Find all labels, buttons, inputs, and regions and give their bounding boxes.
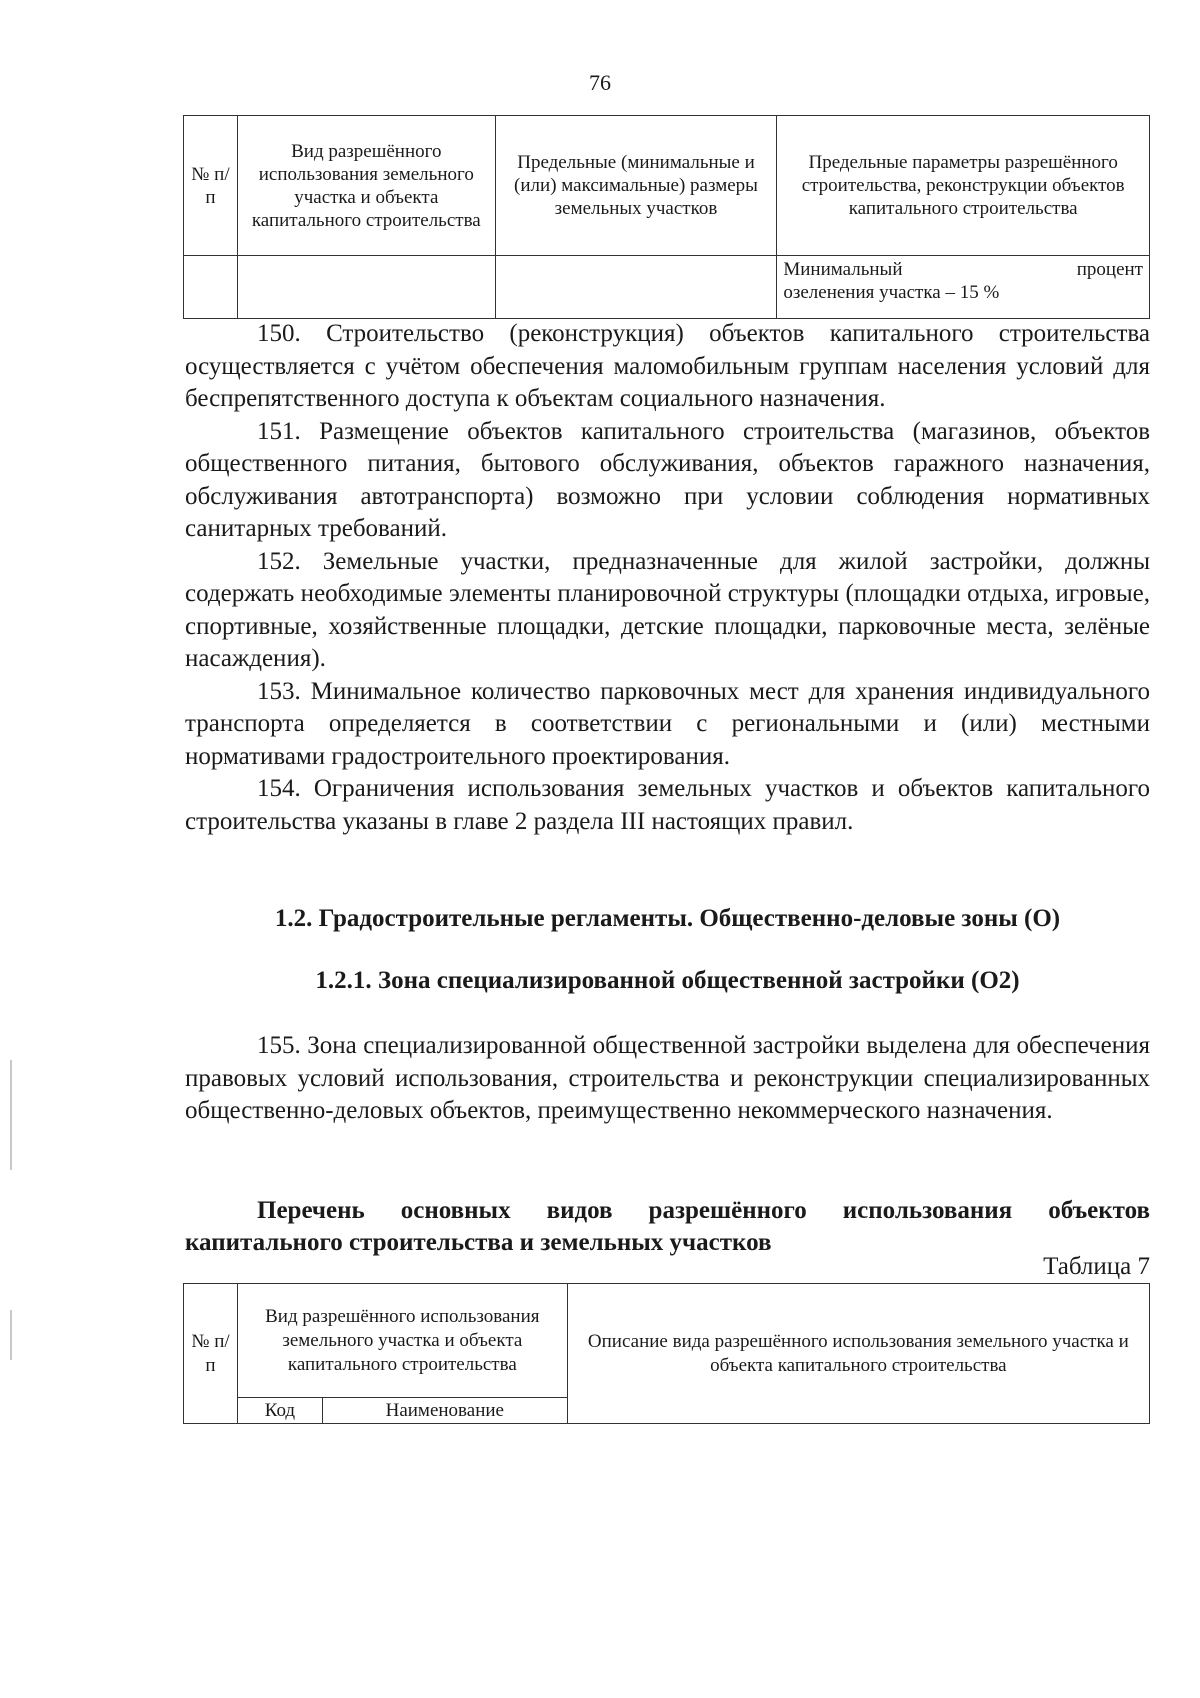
header-code: Код <box>237 1398 322 1424</box>
cell-params <box>777 256 1150 319</box>
params-line: Минимальный процент <box>783 259 1143 280</box>
table-header-row <box>184 116 1150 256</box>
cell-kind <box>237 256 495 319</box>
table-header-row <box>184 1284 1150 1398</box>
paragraph-154: 154. Ограничения использования земельных участков и объектов капитального строительства указаны в главе 2 раздела III настоящих правил. <box>185 775 1150 835</box>
params-line: озеленения участка – 15 % <box>783 282 1000 303</box>
scan-edge-mark <box>10 1310 12 1360</box>
cell-num <box>184 256 238 319</box>
header-num: № п/п <box>184 1284 238 1424</box>
paragraph-155-block <box>185 1030 1150 1128</box>
paragraph-150: 150. Строительство (реконструкция) объектов капитального строительства осуществляется с учётом обеспечения маломобильным группам населения условий для беспрепятственного доступа к объектам социального назначения. <box>185 320 1150 412</box>
list-title: Перечень основных видов разрешённого использования объектов капитального строительства и земельных участков <box>185 1197 1150 1256</box>
paragraph-153: 153. Минимальное количество парковочных мест для хранения индивидуального транспорта определяется в соответствии с региональными и (или) местными нормативами градостроительного проектирования. <box>185 677 1150 770</box>
page-number: 76 <box>589 70 611 95</box>
table-continued <box>183 115 1150 319</box>
header-params: Предельные параметры разрешённого строительства, реконструкции объектов капитального строительства <box>777 116 1150 256</box>
paragraphs-block <box>185 318 1150 838</box>
header-kind: Вид разрешённого использования земельного участка и объекта капитального строительства <box>237 116 495 256</box>
paragraph-151: 151. Размещение объектов капитального строительства (магазинов, объектов общественного питания, бытового обслуживания, объектов гаражного назначения, обслуживания автотранспорта) возможно при условии соблюдения нормативных санитарных требований. <box>185 417 1150 542</box>
header-desc: Описание вида разрешённого использования земельного участка и объекта капитального строительства <box>567 1284 1149 1424</box>
section-heading: 1.2. Градостроительные регламенты. Общественно-деловые зоны (О) <box>274 905 1061 932</box>
subsection-heading: 1.2.1. Зона специализированной общественной застройки (О2) <box>315 967 1020 994</box>
table-row <box>184 256 1150 319</box>
header-name: Наименование <box>322 1398 567 1424</box>
paragraph-155: 155. Зона специализированной общественной застройки выделена для обеспечения правовых условий использования, строительства и реконструкции специализированных общественно-деловых объектов, преимущественно некоммерческого назначения. <box>185 1032 1150 1124</box>
cell-sizes <box>495 256 777 319</box>
table-7 <box>183 1283 1150 1424</box>
header-sizes: Предельные (минимальные и (или) максимальные) размеры земельных участков <box>495 116 777 256</box>
header-kind: Вид разрешённого использования земельного участка и объекта капитального строительства <box>237 1284 567 1398</box>
table-label: Таблица 7 <box>1043 1253 1150 1280</box>
scan-edge-mark <box>10 1060 12 1170</box>
paragraph-152: 152. Земельные участки, предназначенные для жилой застройки, должны содержать необходимые элементы планировочной структуры (площадки отдыха, игровые, спортивные, хозяйственные площадки, детские площадки, парковочные места, зелёные насаждения). <box>185 547 1150 672</box>
header-num: № п/п <box>184 116 238 256</box>
